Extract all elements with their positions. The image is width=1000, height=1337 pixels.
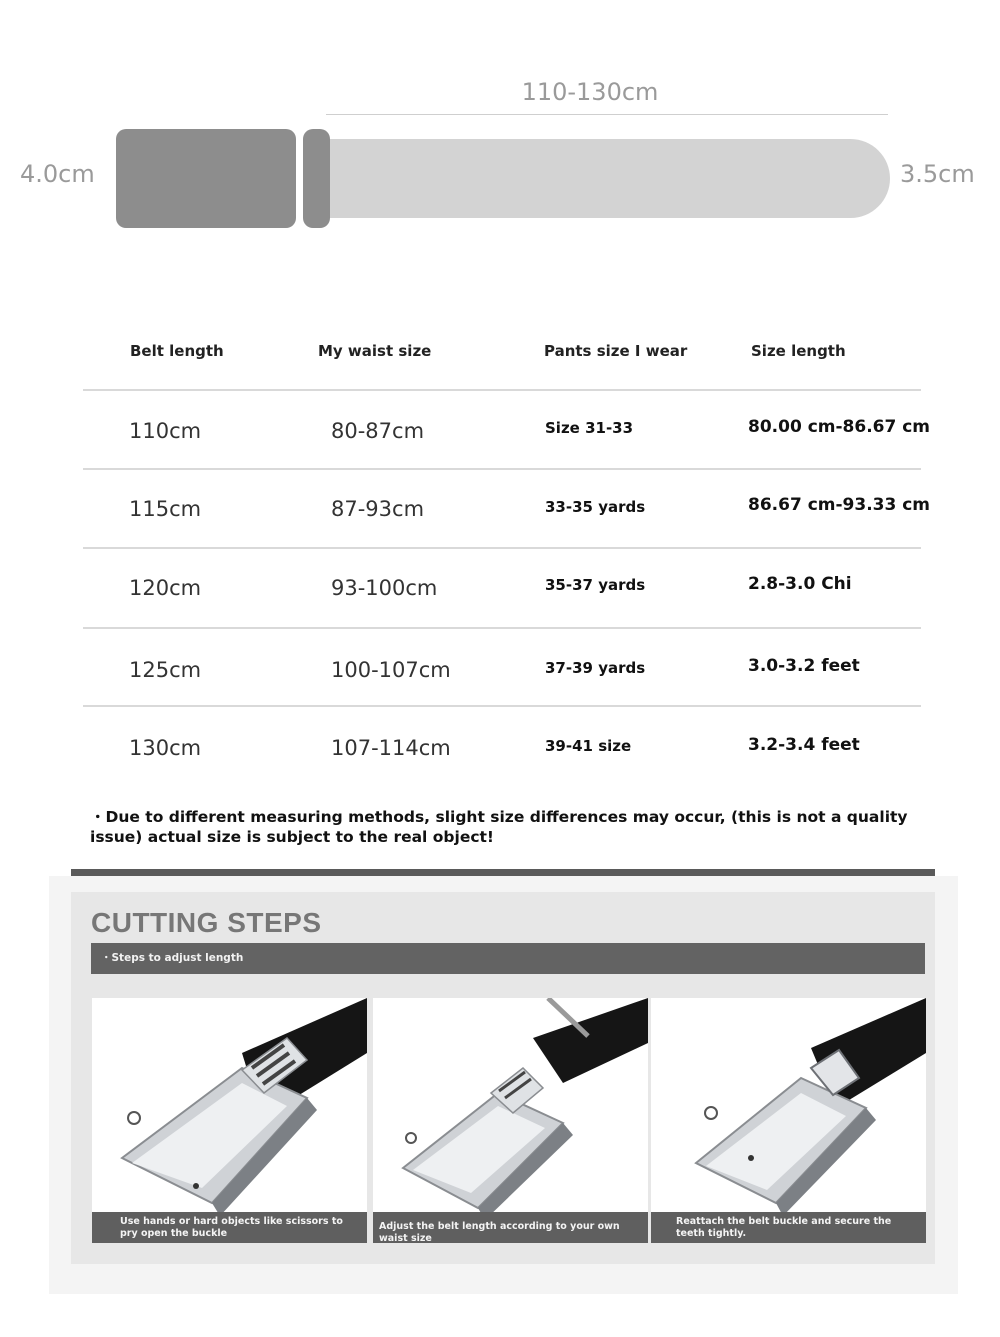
- row-5-pants: 39-41 size: [545, 737, 632, 755]
- belt-length-label: 110-130cm: [521, 78, 659, 106]
- row-1-waist: 80-87cm: [331, 419, 425, 443]
- header-pants-size: Pants size I wear: [544, 342, 688, 360]
- row-3-length: 2.8-3.0 Chi: [748, 574, 852, 594]
- step-1-card: [92, 998, 367, 1243]
- belt-strap-shape: [330, 139, 890, 218]
- cutting-steps-subtitle: ・Steps to adjust length: [101, 952, 244, 964]
- step-1-buckle-image: [92, 998, 367, 1243]
- table-rule: [83, 627, 921, 629]
- row-2-length: 86.67 cm-93.33 cm: [748, 495, 931, 515]
- row-5-waist: 107-114cm: [331, 736, 451, 760]
- header-belt-length: Belt length: [130, 342, 224, 360]
- row-2-pants: 33-35 yards: [545, 498, 646, 516]
- row-3-waist: 93-100cm: [331, 576, 438, 600]
- strap-width-label: 3.5cm: [900, 160, 975, 188]
- header-size-length: Size length: [751, 342, 846, 360]
- row-3-pants: 35-37 yards: [545, 576, 646, 594]
- step-2-caption-bar: [373, 1212, 648, 1243]
- cutting-steps-title: CUTTING STEPS: [91, 907, 322, 938]
- row-2-belt: 115cm: [129, 497, 202, 521]
- belt-buckle-shape: [116, 129, 296, 228]
- step-3-buckle-image: [651, 998, 926, 1243]
- row-3-belt: 120cm: [129, 576, 202, 600]
- table-rule: [83, 547, 921, 549]
- table-rule: [83, 468, 921, 470]
- row-5-belt: 130cm: [129, 736, 202, 760]
- table-rule: [83, 705, 921, 707]
- panel-top-bar: [71, 869, 935, 876]
- belt-diagram: [0, 0, 1000, 260]
- step-2-card: [373, 998, 648, 1243]
- row-4-belt: 125cm: [129, 658, 202, 682]
- row-4-length: 3.0-3.2 feet: [748, 656, 860, 676]
- step-3-caption-bar: [651, 1212, 926, 1243]
- row-5-length: 3.2-3.4 feet: [748, 735, 860, 755]
- row-4-waist: 100-107cm: [331, 658, 451, 682]
- row-2-waist: 87-93cm: [331, 497, 425, 521]
- step-3-caption: Reattach the belt buckle and secure the teeth tightly.: [676, 1216, 892, 1239]
- row-1-belt: 110cm: [129, 419, 202, 443]
- header-waist-size: My waist size: [318, 342, 432, 360]
- belt-keeper-shape: [303, 129, 330, 228]
- step-1-caption: Use hands or hard objects like scissors to pry open the buckle: [120, 1216, 343, 1239]
- step-3-card: [651, 998, 926, 1243]
- step-1-caption-bar: [92, 1212, 367, 1243]
- step-2-caption: Adjust the belt length according to your own waist size: [379, 1221, 620, 1243]
- row-1-length: 80.00 cm-86.67 cm: [748, 417, 931, 437]
- row-1-pants: Size 31-33: [545, 419, 634, 437]
- buckle-width-label: 4.0cm: [20, 160, 95, 188]
- row-4-pants: 37-39 yards: [545, 659, 646, 677]
- step-2-buckle-image: [373, 998, 648, 1243]
- table-rule: [83, 389, 921, 391]
- length-dimension-line: [326, 114, 888, 115]
- measurement-disclaimer: ・Due to different measuring methods, slight size differences may occur, (this is not a quality issue) actual size is subject to the real object!: [90, 808, 908, 846]
